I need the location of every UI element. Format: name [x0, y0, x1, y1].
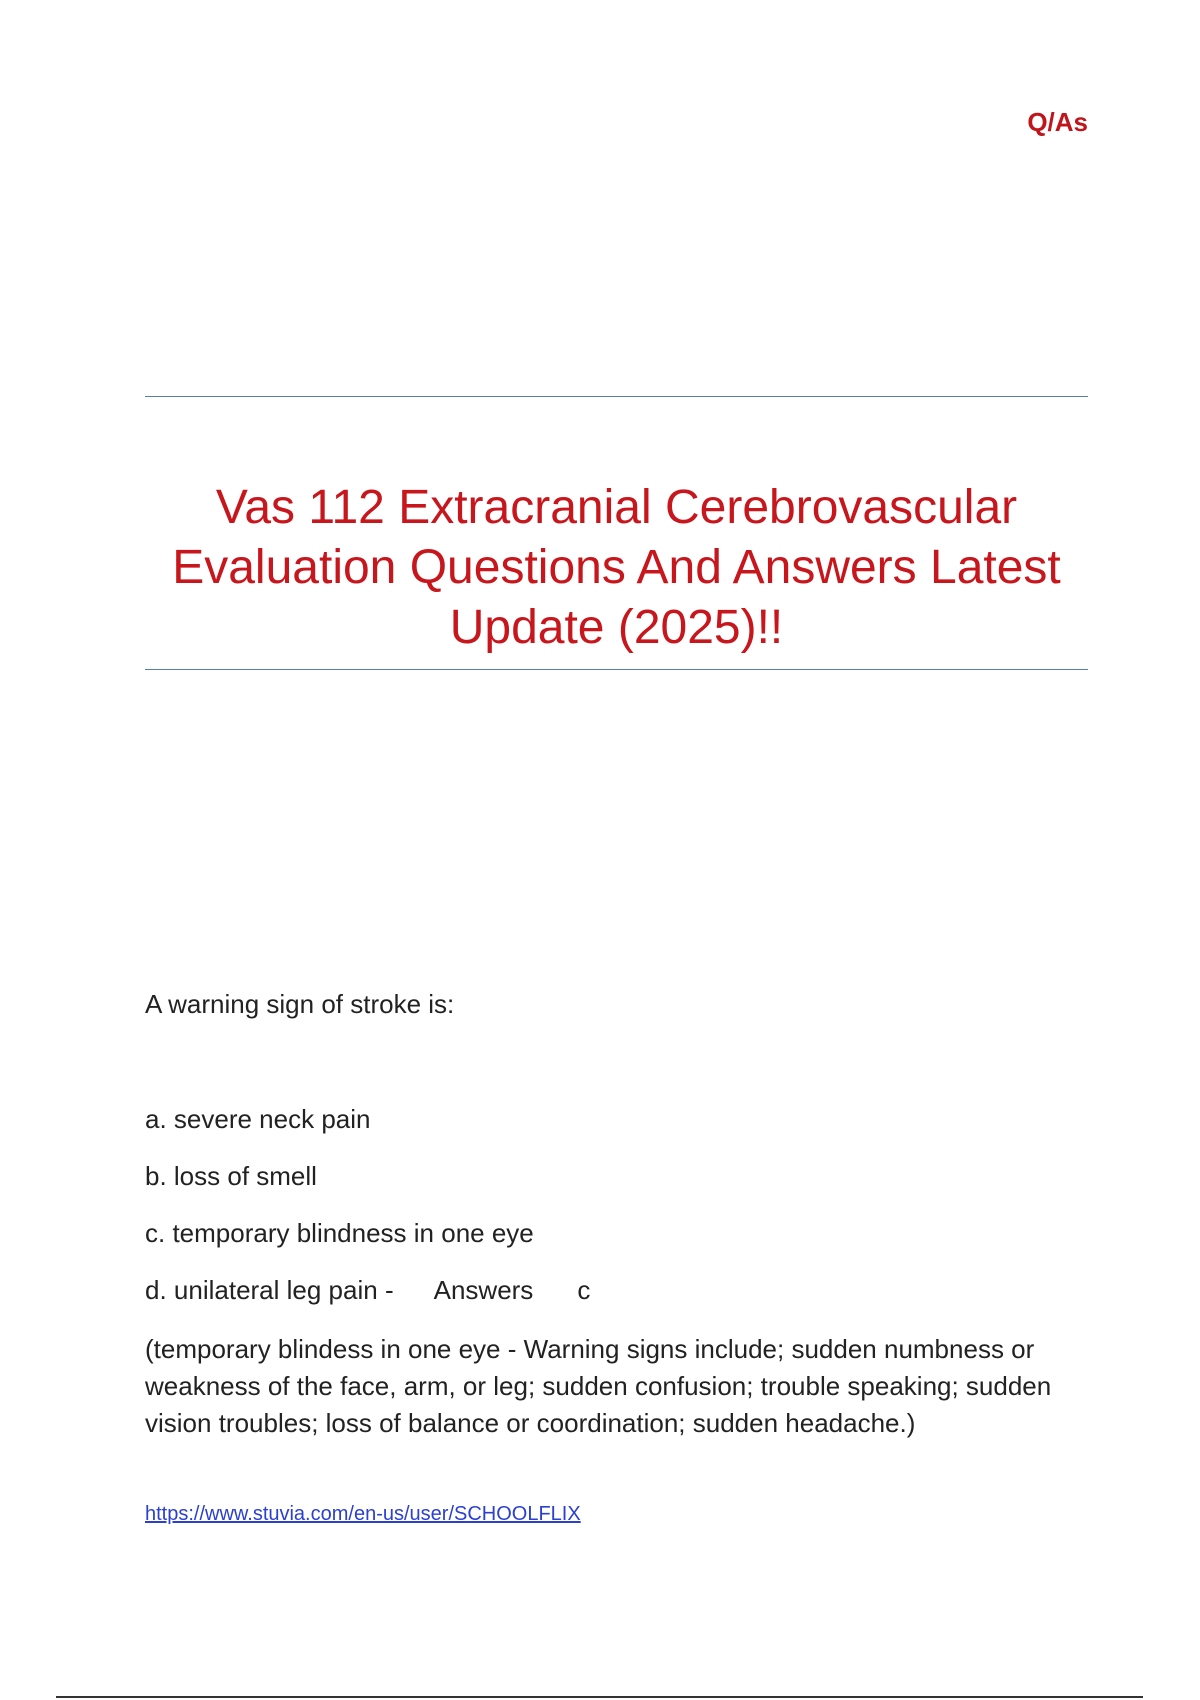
option-a: a. severe neck pain: [145, 1104, 371, 1134]
option-c: c. temporary blindness in one eye: [145, 1218, 534, 1248]
answer-explanation: (temporary blindess in one eye - Warning signs include; sudden numbness or weakness of the face, arm, or leg; sudden confusion; trouble speaking; sudden vision troubles; loss of balance or coordination; sudden headache.): [145, 1334, 1052, 1438]
document-title: Vas 112 Extracranial Cerebrovascular Evaluation Questions And Answers Latest Update (2025)!!: [172, 481, 1061, 654]
option-d: d. unilateral leg pain -: [145, 1275, 394, 1305]
answer-label: Answers: [433, 1275, 534, 1305]
footer-rule: [56, 1696, 1143, 1698]
answer-options: [145, 1101, 590, 1329]
option-d-row: [145, 1272, 590, 1329]
option-b: b. loss of smell: [145, 1161, 317, 1191]
answer-value: c: [577, 1275, 591, 1305]
title-bottom-rule: [145, 669, 1088, 670]
source-link[interactable]: https://www.stuvia.com/en-us/user/SCHOOLFLIX: [145, 1503, 581, 1525]
title-top-rule: [145, 396, 1088, 397]
header-tag: Q/As: [1027, 107, 1088, 137]
question-text: A warning sign of stroke is:: [145, 989, 455, 1019]
